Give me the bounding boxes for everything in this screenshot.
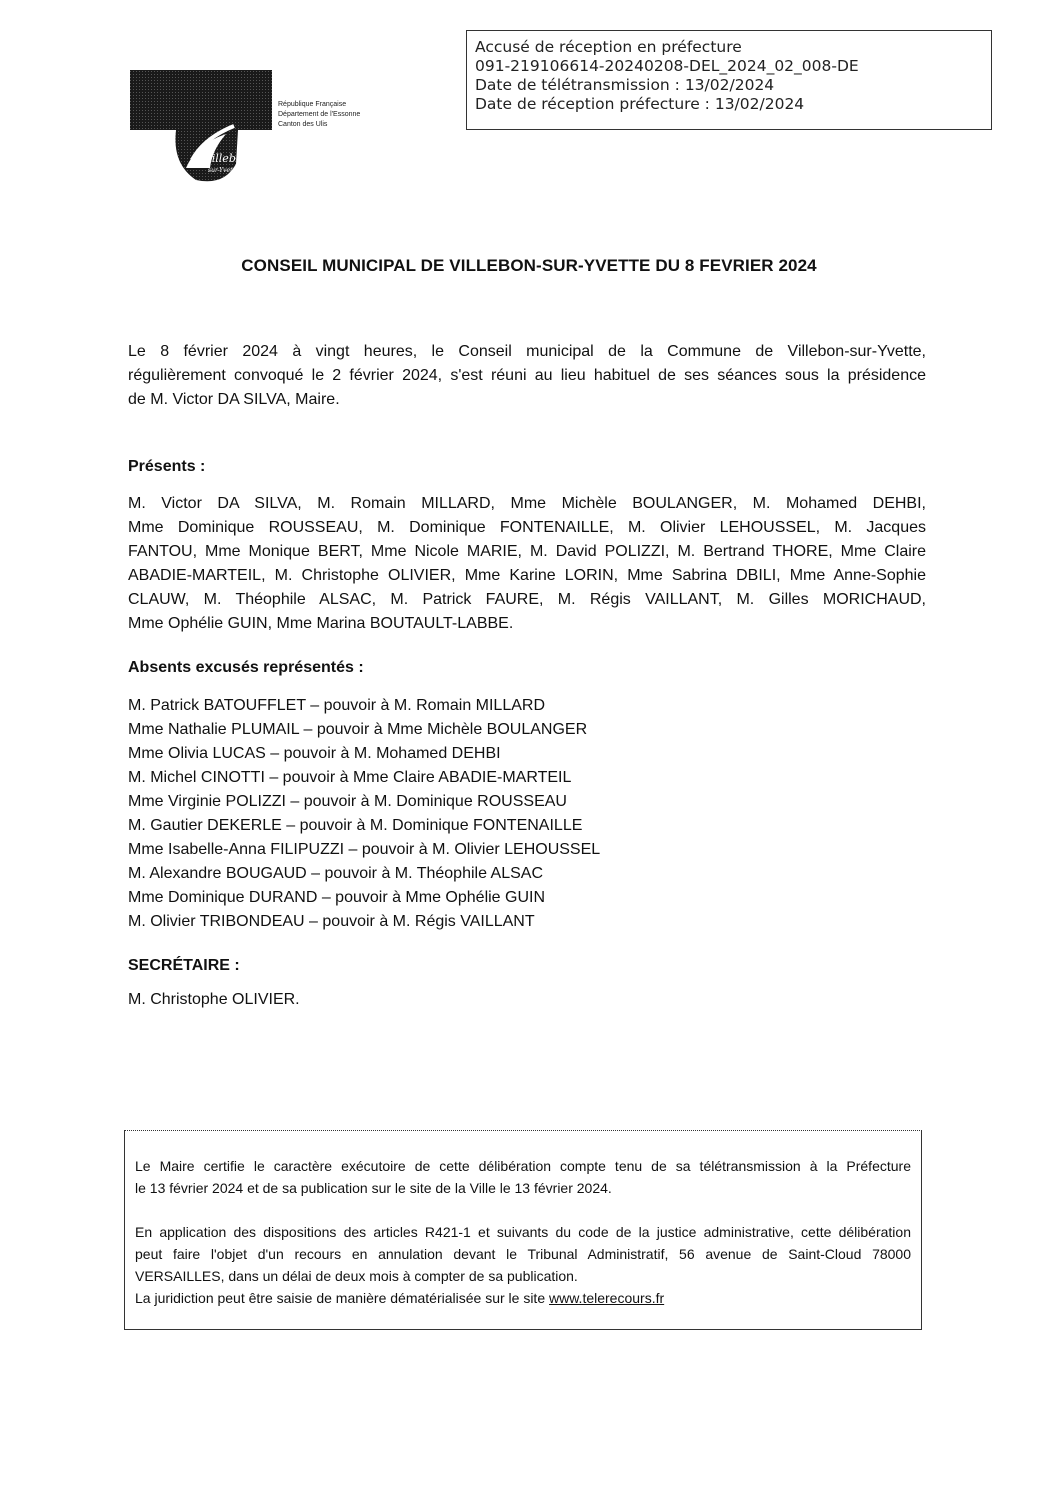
certification-box <box>124 1130 922 1330</box>
logo-brand-sub: sur-Yvette <box>208 167 239 174</box>
online-text: La juridiction peut être saisie de manière dématérialisée sur le site <box>135 1290 546 1306</box>
appeal-line: En application des dispositions des articles R421-1 et suivants du code de la justice administrative, cette délibération <box>135 1224 911 1240</box>
logo-brand: Villebon <box>204 152 250 165</box>
secretary-heading: SECRÉTAIRE : <box>128 957 240 974</box>
certify-line: Le Maire certifie le caractère exécutoire de cette délibération compte tenu de sa télétransmission à la Préfecture <box>135 1158 911 1174</box>
presents-list <box>128 492 926 636</box>
list-item: M. Olivier TRIBONDEAU – pouvoir à M. Régis VAILLANT <box>128 913 535 930</box>
appeal-line: VERSAILLES, dans un délai de deux mois à compter de sa publication. <box>135 1268 578 1284</box>
receipt-line: Accusé de réception en préfecture <box>475 38 742 56</box>
logo-caption <box>278 100 360 130</box>
intro-line: Le 8 février 2024 à vingt heures, le Conseil municipal de la Commune de Villebon-sur-Yvette, <box>128 343 926 360</box>
villebon-logo <box>126 64 376 188</box>
receipt-id: 091-219106614-20240208-DEL_2024_02_008-DE <box>475 57 859 75</box>
absents-list <box>128 694 600 934</box>
secretary-name: M. Christophe OLIVIER. <box>128 991 300 1008</box>
presents-line: Mme Ophélie GUIN, Mme Marina BOUTAULT-LABBE. <box>128 615 514 632</box>
list-item: Mme Dominique DURAND – pouvoir à Mme Ophélie GUIN <box>128 889 546 906</box>
list-item: Mme Olivia LUCAS – pouvoir à M. Mohamed DEHBI <box>128 745 501 762</box>
presents-line: CLAUW, M. Théophile ALSAC, M. Patrick FAURE, M. Régis VAILLANT, M. Gilles MORICHAUD, <box>128 591 926 608</box>
appeal-paragraph <box>135 1221 911 1309</box>
list-item: M. Michel CINOTTI – pouvoir à Mme Claire ABADIE-MARTEIL <box>128 769 572 786</box>
list-item: Mme Virginie POLIZZI – pouvoir à M. Dominique ROUSSEAU <box>128 793 567 810</box>
intro-paragraph <box>128 340 926 412</box>
telerecours-link[interactable]: www.telerecours.fr <box>549 1290 665 1306</box>
presents-line: M. Victor DA SILVA, M. Romain MILLARD, Mme Michèle BOULANGER, M. Mohamed DEHBI, <box>128 495 926 512</box>
logo-line: Département de l'Essonne <box>278 111 361 118</box>
logo-line: République Française <box>278 101 347 108</box>
receipt-transmission-date: Date de télétransmission : 13/02/2024 <box>475 76 775 94</box>
intro-line: de M. Victor DA SILVA, Maire. <box>128 391 340 408</box>
presents-line: Mme Dominique ROUSSEAU, M. Dominique FONTENAILLE, M. Olivier LEHOUSSEL, M. Jacques <box>128 519 926 536</box>
page-title: CONSEIL MUNICIPAL DE VILLEBON-SUR-YVETTE DU 8 FEVRIER 2024 <box>241 256 817 275</box>
list-item: M. Patrick BATOUFFLET – pouvoir à M. Romain MILLARD <box>128 697 546 714</box>
list-item: M. Gautier DEKERLE – pouvoir à M. Dominique FONTENAILLE <box>128 817 583 834</box>
receipt-reception-date: Date de réception préfecture : 13/02/2024 <box>475 95 805 113</box>
list-item: M. Alexandre BOUGAUD – pouvoir à M. Théophile ALSAC <box>128 865 544 882</box>
presents-heading: Présents : <box>128 458 206 475</box>
appeal-line: peut faire l'objet d'un recours en annulation devant le Tribunal Administratif, 56 avenue de Saint-Cloud 78000 <box>135 1246 911 1262</box>
intro-line: régulièrement convoqué le 2 février 2024, s'est réuni au lieu habituel de ses séances sous la présidence <box>128 367 926 384</box>
list-item: Mme Nathalie PLUMAIL – pouvoir à Mme Michèle BOULANGER <box>128 721 588 738</box>
villebon-emblem-icon <box>126 64 276 188</box>
absents-heading: Absents excusés représentés : <box>128 659 364 676</box>
presents-line: FANTOU, Mme Monique BERT, Mme Nicole MARIE, M. David POLIZZI, M. Bertrand THORE, Mme Claire <box>128 543 926 560</box>
list-item: Mme Isabelle-Anna FILIPUZZI – pouvoir à M. Olivier LEHOUSSEL <box>128 841 601 858</box>
logo-line: Canton des Ulis <box>278 121 328 128</box>
prefecture-receipt-box <box>466 30 992 130</box>
certify-paragraph <box>135 1155 911 1199</box>
certify-line: le 13 février 2024 et de sa publication sur le site de la Ville le 13 février 2024. <box>135 1180 612 1196</box>
online-line <box>135 1287 911 1309</box>
presents-line: ABADIE-MARTEIL, M. Christophe OLIVIER, Mme Karine LORIN, Mme Sabrina DBILI, Mme Anne-Sophie <box>128 567 926 584</box>
